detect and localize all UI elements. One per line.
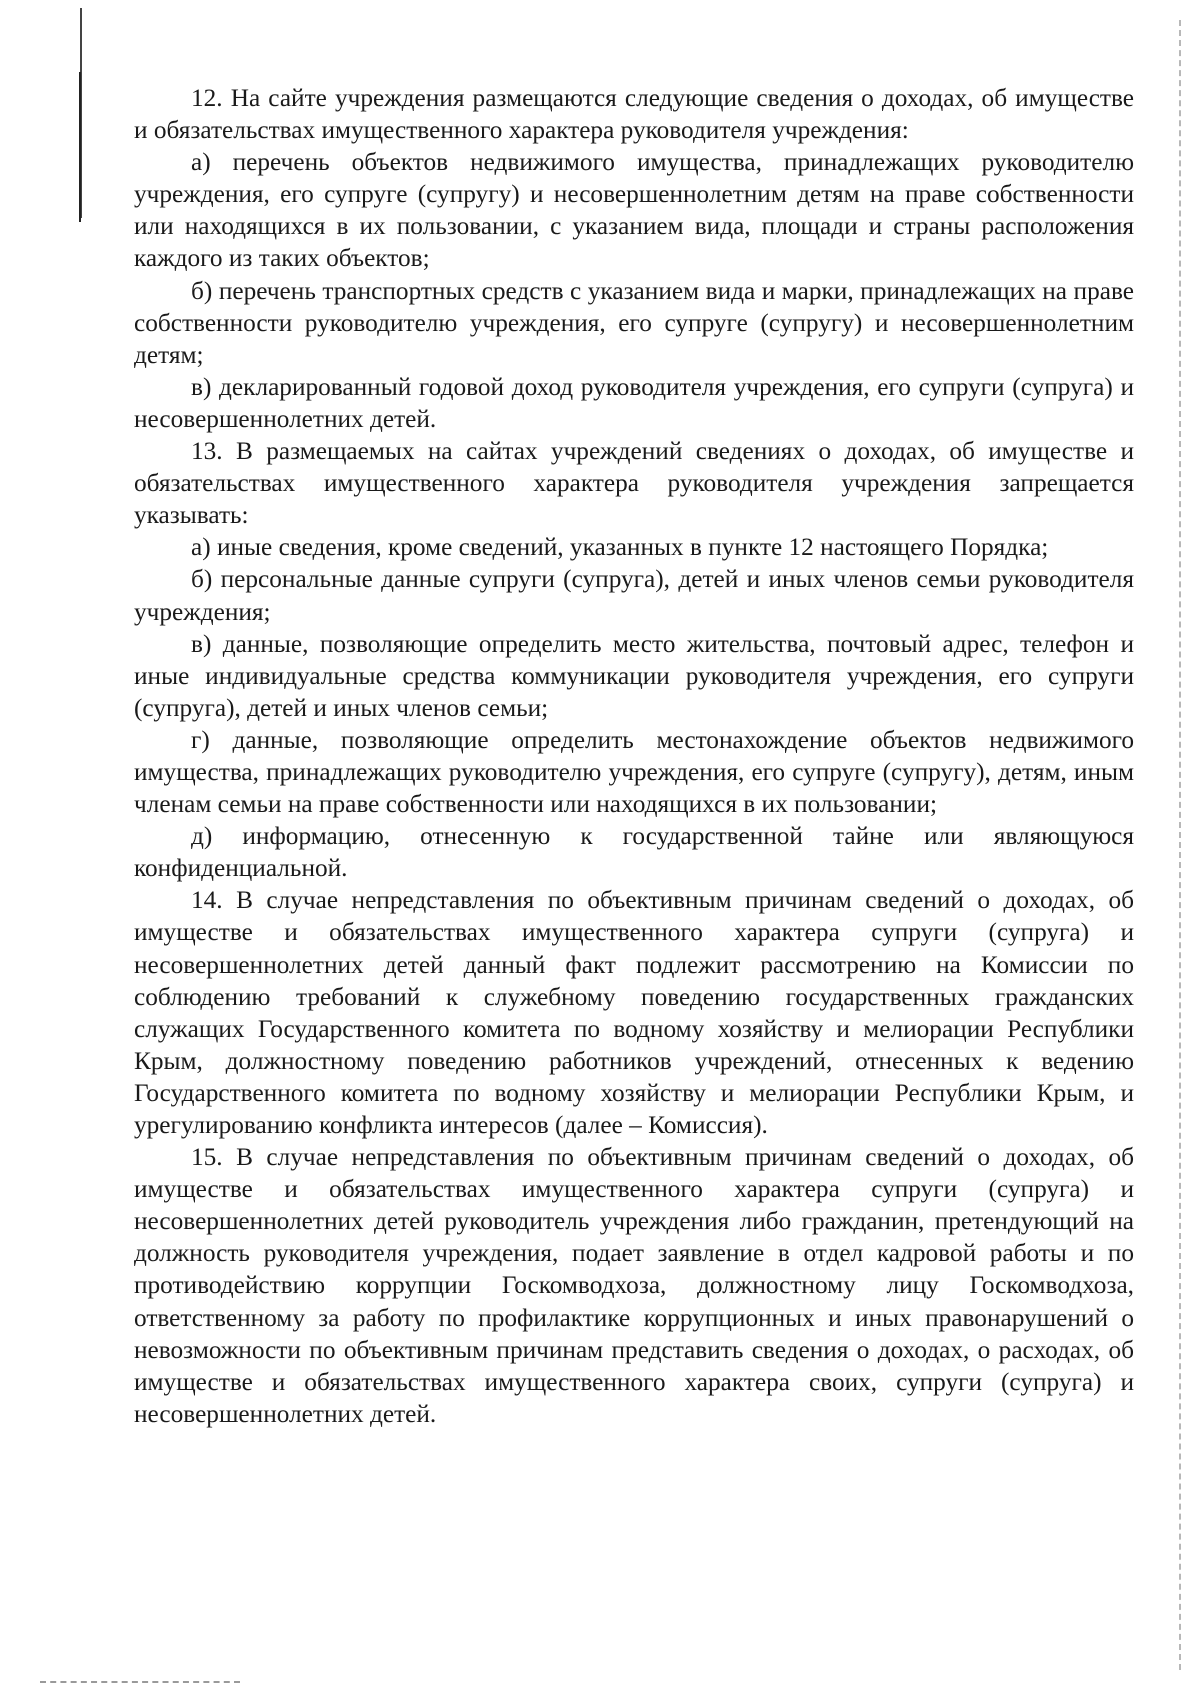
paragraph-13-g: г) данные, позволяющие определить местонахождение объектов недвижимого имущества, принадлежащих руководителю учреждения, его супруге (супругу), детям, иным членам семьи на праве собственности или находящихся в их пользовании; [134, 725, 1134, 819]
paragraph-13-b: б) персональные данные супруги (супруга), детей и иных членов семьи руководителя учреждения; [134, 565, 1134, 626]
paragraph-13-a: а) иные сведения, кроме сведений, указанных в пункте 12 настоящего Порядка; [191, 533, 1049, 562]
paragraph-13: 13. В размещаемых на сайтах учреждений сведениях о доходах, об имуществе и обязательствах имущественного характера руководителя учреждения запрещается указывать: [134, 437, 1134, 530]
scan-edge-line-bottom [40, 1681, 240, 1683]
paragraph-12-a: а) перечень объектов недвижимого имущества, принадлежащих руководителю учреждения, его супруге (супругу) и несовершеннолетним детям на праве собственности или находящихся в их пользовании, с указанием вида, площади и страны расположения каждого из таких объектов; [134, 148, 1134, 273]
scan-edge-line-right [1179, 20, 1181, 1670]
paragraph-13-v: в) данные, позволяющие определить место жительства, почтовый адрес, телефон и иные индивидуальные средства коммуникации руководителя учреждения, его супруги (супруга), детей и иных членов семьи; [134, 629, 1134, 722]
paragraph-13-d: д) информацию, отнесенную к государственной тайне или являющуюся конфиденциальной. [134, 822, 1134, 883]
document-body [134, 82, 1134, 1430]
paragraph-12-v: в) декларированный годовой доход руководителя учреждения, его супруги (супруга) и несовершеннолетних детей. [134, 372, 1134, 433]
paragraph-12: 12. На сайте учреждения размещаются следующие сведения о доходах, об имуществе и обязательствах имущественного характера руководителя учреждения: [134, 84, 1134, 145]
paragraph-15: 15. В случае непредставления по объективным причинам сведений о доходах, об имуществе и обязательствах имущественного характера супруги (супруга) и несовершеннолетних детей руководитель учреждения либо гражданин, претендующий на должность руководителя учреждения, подает заявление в отдел кадровой работы и по противодействию коррупции Госкомводхоза, должностному лицу Госкомводхоза, ответственному за работу по профилактике коррупционных и иных правонарушений о невозможности по объективным причинам представить сведения о доходах, о расходах, об имуществе и обязательствах имущественного характера своих, супруги (супруга) и несовершеннолетних детей. [134, 1143, 1134, 1428]
scan-edge-line-left-dark [79, 72, 81, 222]
paragraph-12-b: б) перечень транспортных средств с указанием вида и марки, принадлежащих на праве собственности руководителю учреждения, его супруге (супругу) и несовершеннолетним детям; [134, 276, 1134, 369]
paragraph-14: 14. В случае непредставления по объективным причинам сведений о доходах, об имуществе и обязательствах имущественного характера супруги (супруга) и несовершеннолетних детей данный факт подлежит рассмотрению на Комиссии по соблюдению требований к служебному поведению государственных гражданских служащих Государственного комитета по водному хозяйству и мелиорации Республики Крым, должностному поведению работников учреждений, отнесенных к ведению Государственного комитета по водному хозяйству и мелиорации Республики Крым, и урегулированию конфликта интересов (далее – Комиссия). [134, 886, 1134, 1139]
